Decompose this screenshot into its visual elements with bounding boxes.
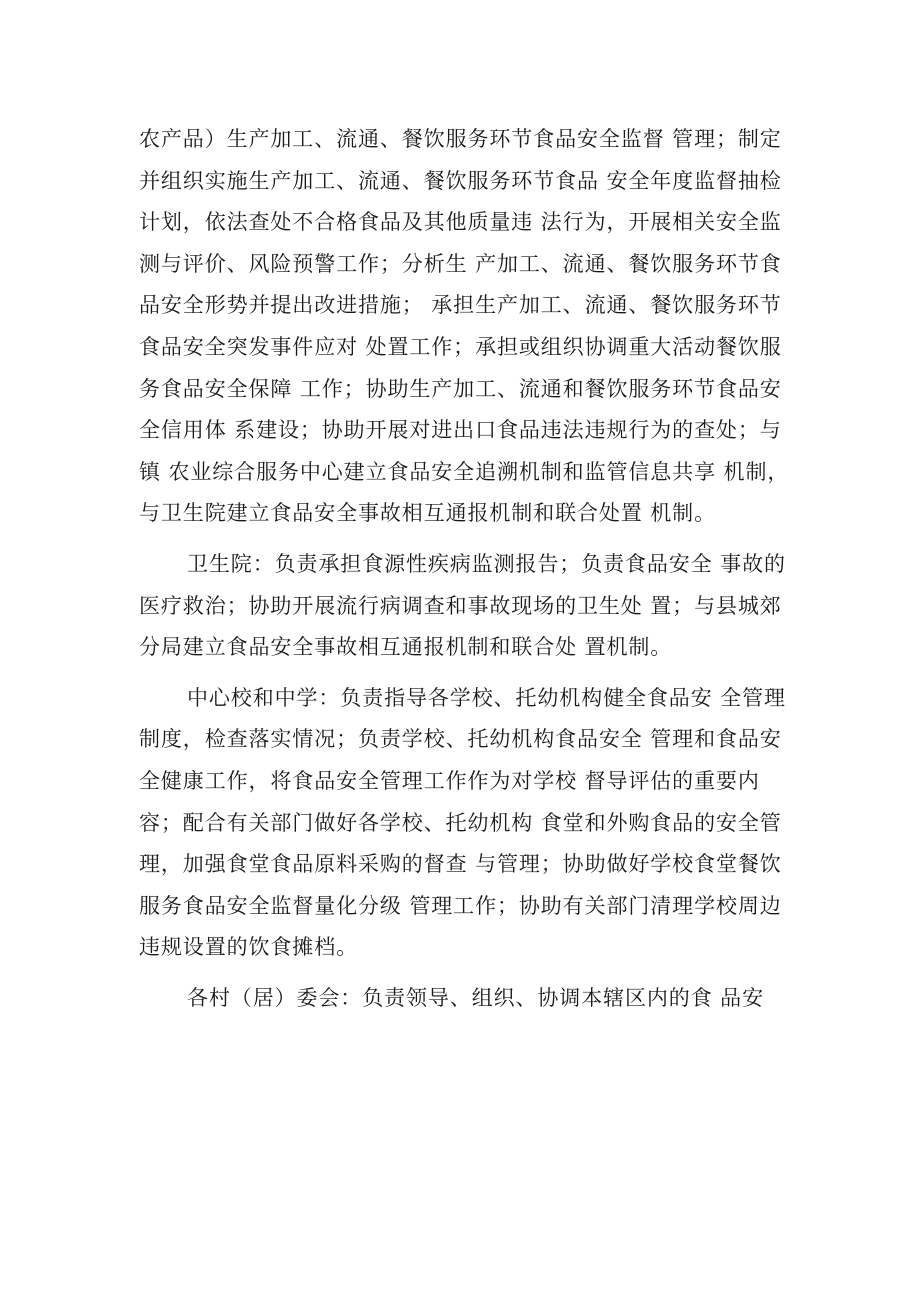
paragraph-continuation: 农产品）生产加工、流通、餐饮服务环节食品安全监督 管理；制定并组织实施生产加工、流通、餐饮服务环节食品 安全年度监督抽检计划，依法查处不合格食品及其他质量违 法行为，开展相关安全监测与评价、风险预警工作；分析生 产加工、流通、餐饮服务环节食品安全形势并提出改进措施； 承担生产加工、流通、餐饮服务环节食品安全突发事件应对 处置工作；承担或组织协调重大活动餐饮服务食品安全保障 工作；协助生产加工、流通和餐饮服务环节食品安全信用体 系建设；协助开展对进出口食品违法违规行为的查处；与镇 农业综合服务中心建立食品安全追溯机制和监管信息共享 机制，与卫生院建立食品安全事故相互通报机制和联合处置 机制。 [139, 127, 790, 526]
paragraph-health-center: 卫生院：负责承担食源性疾病监测报告；负责食品安全 事故的医疗救治；协助开展流行病调查和事故现场的卫生处 置；与县城郊分局建立食品安全事故相互通报机制和联合处 置机制。 [139, 551, 786, 660]
paragraph-village-committees: 各村（居）委会：负责领导、组织、协调本辖区内的食 品安 [187, 985, 764, 1010]
document-body [139, 119, 799, 1019]
paragraph-schools: 中心校和中学：负责指导各学校、托幼机构健全食品安 全管理制度，检查落实情况；负责学校、托幼机构食品安全 管理和食品安全健康工作，将食品安全管理工作作为对学校 督导评估的重要内容；配合有关部门做好各学校、托幼机构 食堂和外购食品的安全管理，加强食堂食品原料采购的督查 与管理；协助做好学校食堂餐饮服务食品安全监督量化分级 管理工作；协助有关部门清理学校周边违规设置的饮食摊档。 [139, 685, 786, 960]
